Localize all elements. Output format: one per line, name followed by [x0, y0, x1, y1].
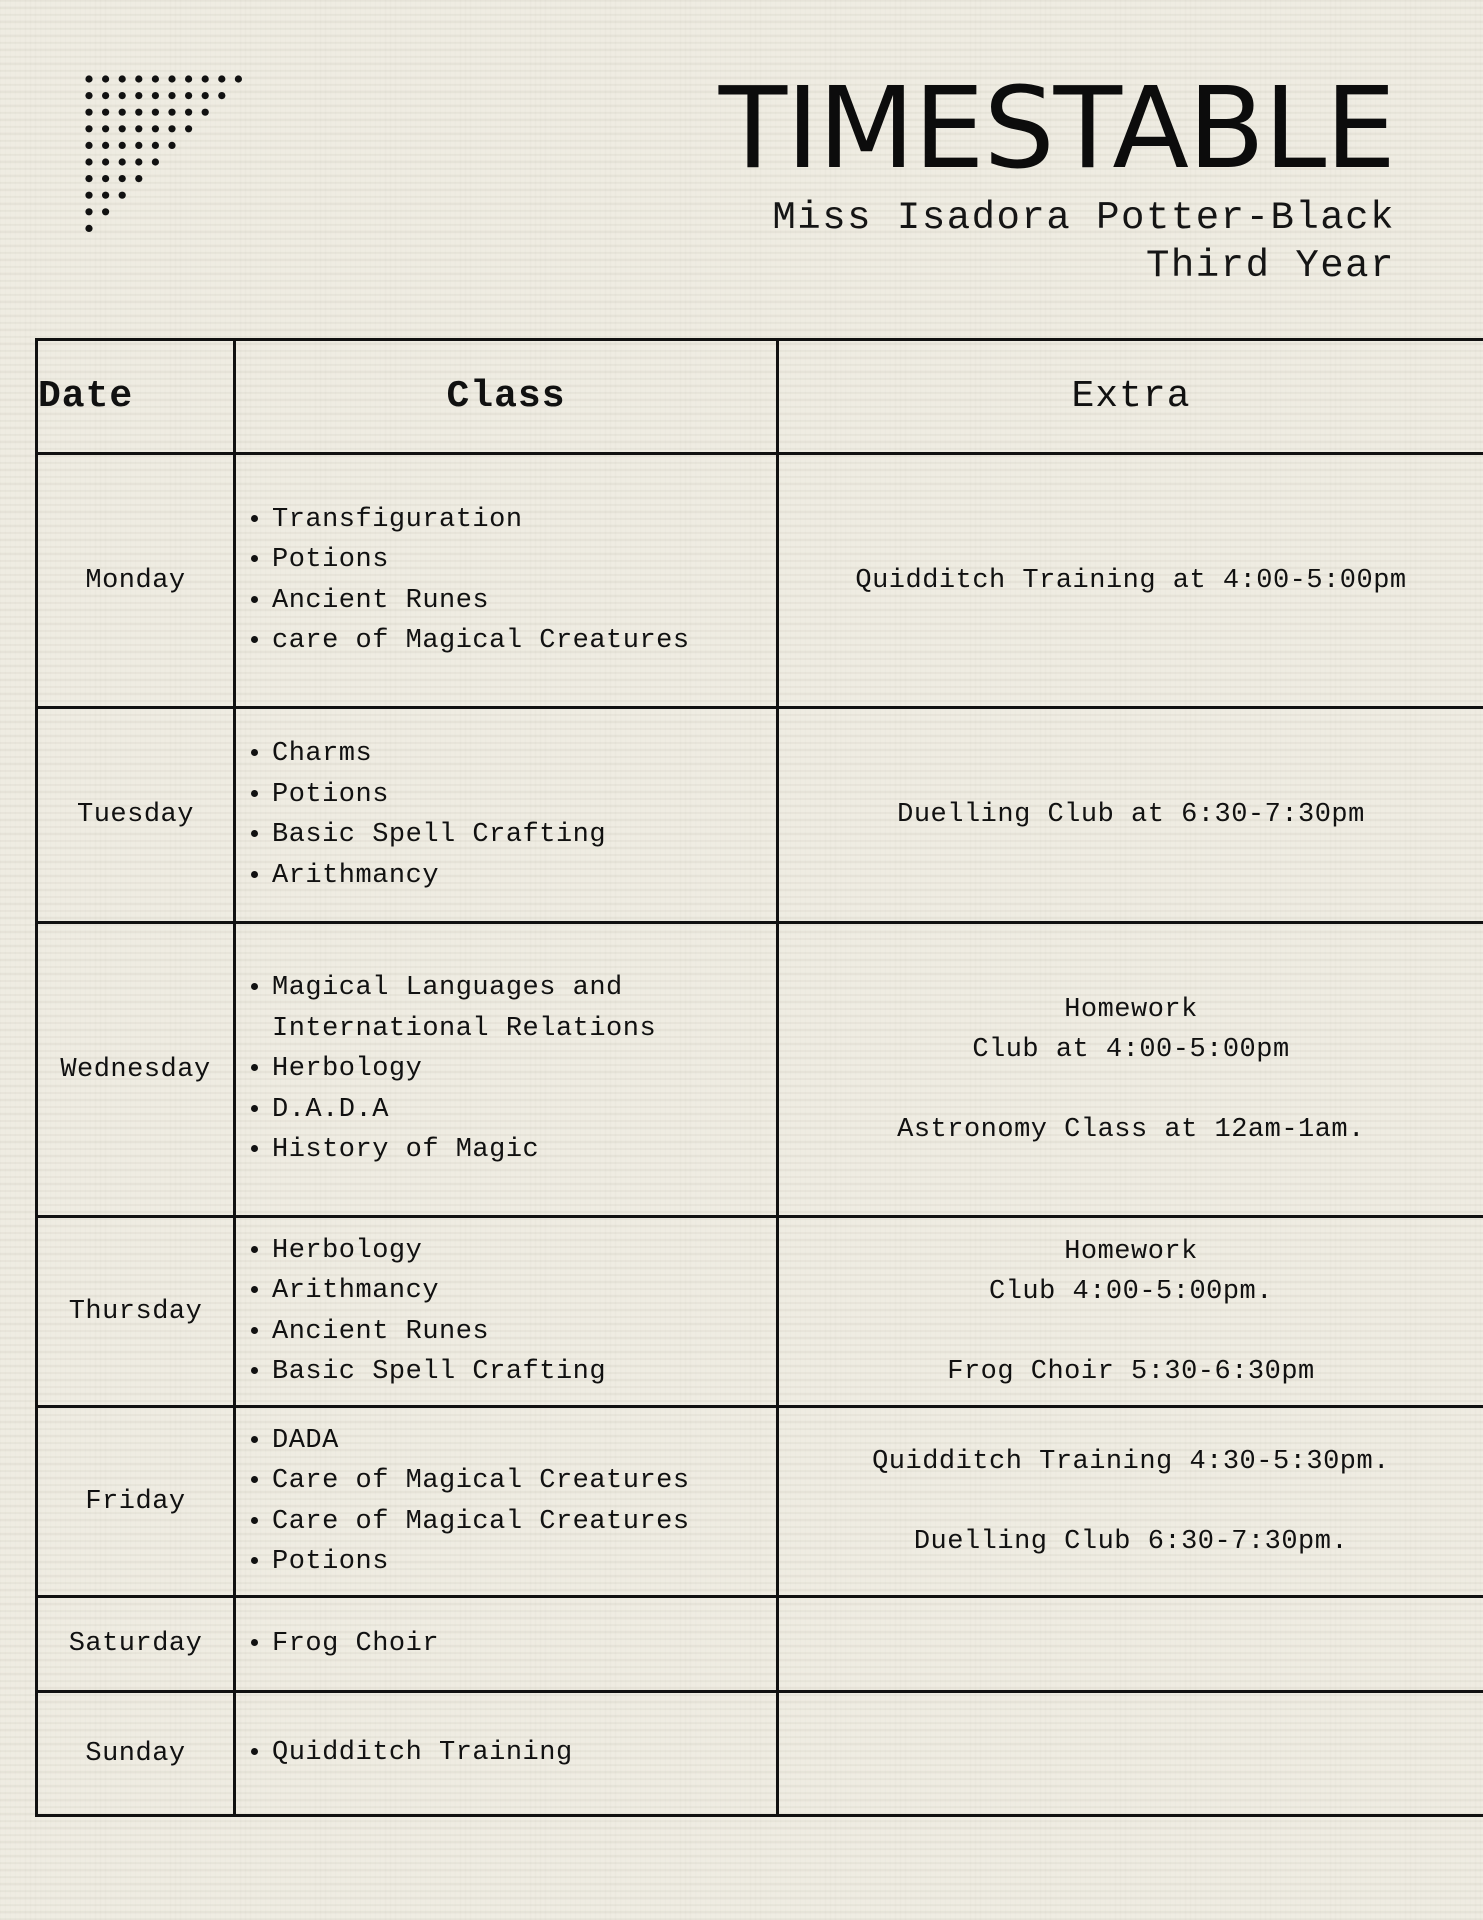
class-item: • History of Magic	[272, 1130, 776, 1171]
day-cell: Monday	[37, 454, 235, 708]
class-list	[236, 968, 776, 1171]
extra-cell	[778, 1692, 1483, 1816]
timetable	[35, 338, 1483, 1817]
class-item: • Quidditch Training	[272, 1733, 776, 1774]
class-item: • Herbology	[272, 1049, 776, 1090]
class-cell	[235, 1597, 778, 1692]
table-row	[37, 1692, 1483, 1816]
header-row	[37, 340, 1483, 454]
class-item: • D.A.D.A	[272, 1090, 776, 1131]
extra-cell	[778, 1407, 1483, 1597]
day-cell: Thursday	[37, 1217, 235, 1407]
dot-pattern-decoration	[84, 74, 284, 274]
class-item: • Basic Spell Crafting	[272, 815, 776, 856]
class-item: • Charms	[272, 734, 776, 775]
extra-item: Club at 4:00-5:00pm	[972, 1034, 1290, 1065]
extra-cell	[778, 1597, 1483, 1692]
class-item: • Ancient Runes	[272, 581, 776, 622]
day-cell: Tuesday	[37, 708, 235, 923]
class-item: • Transfiguration	[272, 500, 776, 541]
header-extra: Extra	[778, 340, 1483, 454]
class-item: • Care of Magical Creatures	[272, 1461, 776, 1502]
class-item: • Potions	[272, 775, 776, 816]
class-list	[236, 1733, 776, 1774]
class-list	[236, 500, 776, 662]
day-cell: Sunday	[37, 1692, 235, 1816]
class-item: • Arithmancy	[272, 1271, 776, 1312]
class-item: • Magical Languages and International Relations	[272, 968, 776, 1049]
day-cell: Wednesday	[37, 923, 235, 1217]
extra-cell	[778, 923, 1483, 1217]
table-row	[37, 708, 1483, 923]
class-item: • Herbology	[272, 1231, 776, 1272]
extra-item: Quidditch Training at 4:00-5:00pm	[855, 565, 1407, 596]
class-list	[236, 1231, 776, 1393]
extra-cell	[778, 454, 1483, 708]
extra-item: Astronomy Class at 12am-1am.	[897, 1114, 1365, 1145]
class-item: • Basic Spell Crafting	[272, 1352, 776, 1393]
class-list	[236, 1421, 776, 1583]
class-item: • Arithmancy	[272, 856, 776, 897]
student-name: Miss Isadora Potter-Black	[772, 196, 1395, 240]
extra-item: Quidditch Training 4:30-5:30pm.	[872, 1446, 1390, 1477]
table-row	[37, 1407, 1483, 1597]
class-item: • Potions	[272, 1542, 776, 1583]
extra-spacer	[779, 1482, 1483, 1522]
extra-item: Duelling Club 6:30-7:30pm.	[913, 1526, 1349, 1557]
class-cell	[235, 454, 778, 708]
table-row	[37, 1217, 1483, 1407]
extra-cell	[778, 1217, 1483, 1407]
table-row	[37, 1597, 1483, 1692]
day-cell: Friday	[37, 1407, 235, 1597]
class-cell	[235, 1692, 778, 1816]
day-cell: Saturday	[37, 1597, 235, 1692]
header-class: Class	[235, 340, 778, 454]
student-year: Third Year	[1145, 244, 1395, 288]
extra-item: Homework	[1064, 1236, 1198, 1267]
extra-item: Homework	[1064, 994, 1198, 1025]
extra-spacer	[779, 1312, 1483, 1352]
table-row	[37, 454, 1483, 708]
extra-spacer	[779, 1070, 1483, 1110]
extra-item: Frog Choir 5:30-6:30pm	[947, 1356, 1315, 1387]
class-cell	[235, 1217, 778, 1407]
extra-cell	[778, 708, 1483, 923]
class-item: • Frog Choir	[272, 1624, 776, 1665]
class-cell	[235, 1407, 778, 1597]
table-row	[37, 923, 1483, 1217]
class-item: • Care of Magical Creatures	[272, 1502, 776, 1543]
class-cell	[235, 923, 778, 1217]
extra-item: Duelling Club at 6:30-7:30pm	[897, 800, 1365, 830]
page-title: TIMESTABLE	[718, 64, 1395, 194]
class-item: • DADA	[272, 1421, 776, 1462]
class-list	[236, 734, 776, 896]
extra-item: Club 4:00-5:00pm.	[989, 1276, 1273, 1307]
class-item: • Ancient Runes	[272, 1312, 776, 1353]
class-cell	[235, 708, 778, 923]
class-item: • Potions	[272, 540, 776, 581]
class-item: • care of Magical Creatures	[272, 621, 776, 662]
student-info	[772, 194, 1395, 290]
header-date: Date	[37, 340, 235, 454]
class-list	[236, 1624, 776, 1665]
